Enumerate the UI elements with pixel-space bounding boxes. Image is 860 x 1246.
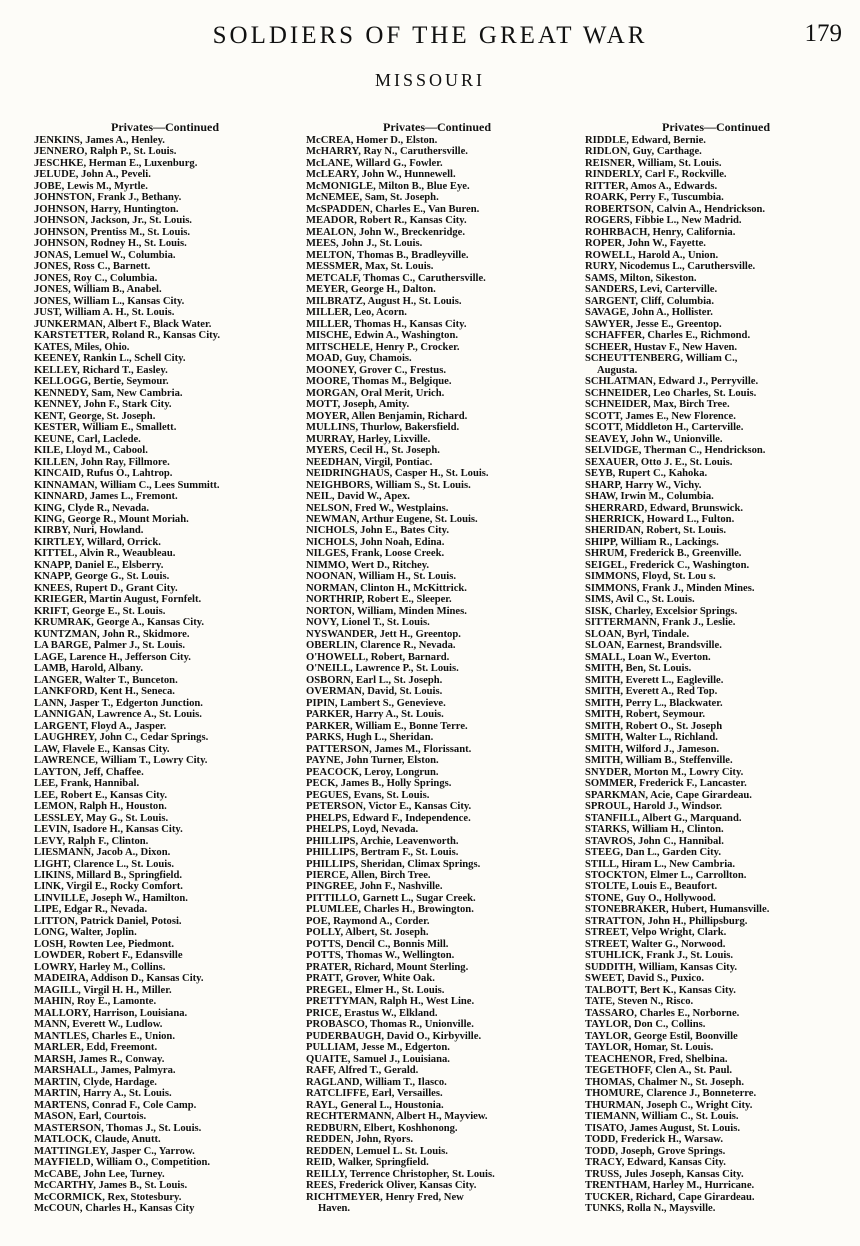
soldier-entry: MILBRATZ, August H., St. Louis. — [306, 295, 462, 307]
soldier-entry: KATES, Miles, Ohio. — [34, 341, 130, 353]
soldier-entry: LAGE, Larence H., Jefferson City. — [34, 651, 191, 663]
soldier-entry: PRATT, Grover, White Oak. — [306, 973, 435, 985]
soldier-entry: STAVROS, John C., Hannibal. — [585, 835, 724, 847]
soldier-entry: SUDDITH, William, Kansas City. — [585, 961, 738, 973]
soldier-entry: MAYFIELD, William O., Competition. — [34, 1157, 211, 1169]
soldier-entry: SAWYER, Jesse E., Greentop. — [585, 318, 722, 330]
soldier-entry: PETERSON, Victor E., Kansas City. — [306, 801, 472, 813]
soldier-entry: JENNERO, Ralph P., St. Louis. — [34, 146, 177, 158]
soldier-entry: NEEDHAN, Virgil, Pontiac. — [306, 456, 433, 468]
soldier-entry: SMITH, Robert, Seymour. — [585, 709, 705, 721]
soldier-entry: OBERLIN, Clarence R., Nevada. — [306, 640, 456, 652]
soldier-entry: MURRAY, Harley, Lixville. — [306, 433, 431, 445]
soldier-entry: SHARP, Harry W., Vichy. — [585, 479, 702, 491]
soldier-entry: RINDERLY, Carl F., Rockville. — [585, 169, 727, 181]
soldier-entry: STUHLICK, Frank J., St. Louis. — [585, 950, 734, 962]
soldier-entry: PHELPS, Loyd, Nevada. — [306, 824, 419, 836]
soldier-entry: REDDEN, Lemuel L. St. Louis. — [306, 1145, 448, 1157]
soldier-entry: SCHEUTTENBERG, William C., — [585, 353, 738, 365]
soldier-entry: TAYLOR, Don C., Collins. — [585, 1019, 706, 1031]
soldier-entry: TUNKS, Rolla N., Maysville. — [585, 1203, 716, 1215]
soldier-entry: RITTER, Amos A., Edwards. — [585, 180, 718, 192]
soldier-entry: NIMMO, Wert D., Ritchey. — [306, 559, 430, 571]
soldier-entry: LITTON, Patrick Daniel, Potosi. — [34, 915, 182, 927]
soldier-entry: SCHEER, Hustav F., New Haven. — [585, 341, 738, 353]
soldier-entry: KILE, Lloyd M., Cabool. — [34, 445, 148, 457]
soldier-entry: JESCHKE, Herman E., Luxenburg. — [34, 157, 198, 169]
soldier-entry: MOORE, Thomas M., Belgique. — [306, 376, 452, 388]
soldier-entry: JUST, William A. H., St. Louis. — [34, 307, 175, 319]
soldier-entry: RAYL, General L., Houstonia. — [306, 1099, 444, 1111]
soldier-entry: SHERRARD, Edward, Brunswick. — [585, 502, 744, 514]
soldier-entry: REISNER, William, St. Louis. — [585, 157, 722, 169]
soldier-entry: STOCKTON, Elmer L., Carrollton. — [585, 870, 747, 881]
soldier-entry: THURMAN, Joseph C., Wright City. — [585, 1099, 753, 1111]
soldier-entry: JONES, Roy C., Columbia. — [34, 272, 158, 284]
soldier-entry: SMITH, Wilford J., Jameson. — [585, 743, 720, 755]
soldier-entry: MILLER, Leo, Acorn. — [306, 307, 407, 319]
soldier-entry: NORTON, William, Minden Mines. — [306, 605, 467, 617]
soldier-entry: MELTON, Thomas B., Bradleyville. — [306, 249, 469, 261]
soldier-entry: MANTLES, Charles E., Union. — [34, 1030, 175, 1042]
soldier-entry: PHILLIPS, Sheridan, Climax Springs. — [306, 858, 481, 870]
soldier-entry: PREGEL, Elmer H., St. Louis. — [306, 984, 445, 996]
soldier-entry: SEIGEL, Frederick C., Washington. — [585, 559, 750, 571]
soldier-entry: MITSCHELE, Henry P., Crocker. — [306, 341, 460, 353]
soldier-entry: THOMAS, Chalmer N., St. Joseph. — [585, 1076, 745, 1088]
soldier-entry: RIDLON, Guy, Carthage. — [585, 146, 702, 158]
soldier-entry: SMITH, Robert O., St. Joseph — [585, 720, 723, 732]
soldier-entry: LAW, Flavele E., Kansas City. — [34, 743, 170, 755]
soldier-entry: LIGHT, Clarence L., St. Louis. — [34, 858, 174, 870]
roster-column-2 — [306, 120, 568, 1215]
soldier-entry: MATTINGLEY, Jasper C., Yarrow. — [34, 1145, 195, 1157]
soldier-entry: MOONEY, Grover C., Frestus. — [306, 364, 446, 376]
soldier-entry: SEYB, Rupert C., Kahoka. — [585, 468, 708, 480]
soldier-entry: O'HOWELL, Robert, Barnard. — [306, 651, 450, 663]
soldier-entry: NILGES, Frank, Loose Creek. — [306, 548, 445, 560]
soldier-entry: STANFILL, Albert G., Marquand. — [585, 812, 742, 824]
soldier-entry: KRIFT, George E., St. Louis. — [34, 605, 166, 617]
soldier-entry: PAYNE, John Turner, Elston. — [306, 755, 439, 767]
soldier-entry: MYERS, Cecil H., St. Joseph. — [306, 445, 440, 457]
soldier-entry: LIPE, Edgar R., Nevada. — [34, 904, 148, 916]
soldier-entry: NOVY, Lionel T., St. Louis. — [306, 617, 430, 629]
soldier-entry: SIMMONS, Floyd, St. Lou s. — [585, 571, 716, 583]
soldier-entry: SCHNEIDER, Leo Charles, St. Louis. — [585, 387, 757, 399]
soldier-entry: LANKFORD, Kent H., Seneca. — [34, 686, 175, 698]
soldier-entry: JOHNSON, Rodney H., St. Louis. — [34, 238, 187, 250]
column-heading: Privates—Continued — [111, 120, 219, 134]
soldier-entry: KENNEDY, Sam, New Cambria. — [34, 387, 183, 399]
soldier-entry: JONES, William B., Anabel. — [34, 284, 162, 296]
soldier-entry: KIRBY, Nuri, Howland. — [34, 525, 144, 537]
soldier-entry: PARKER, William E., Bonne Terre. — [306, 720, 468, 732]
soldier-entry: PEGUES, Evans, St. Louis. — [306, 789, 430, 801]
soldier-entry: POTTS, Thomas W., Wellington. — [306, 950, 455, 962]
soldier-entry: SITTERMANN, Frank J., Leslie. — [585, 617, 736, 629]
soldier-entry: SARGENT, Cliff, Columbia. — [585, 295, 715, 307]
page-number: 179 — [804, 20, 842, 47]
soldier-entry: PROBASCO, Thomas R., Unionville. — [306, 1019, 474, 1031]
soldier-list — [34, 135, 296, 1215]
soldier-entry: REES, Frederick Oliver, Kansas City. — [306, 1180, 477, 1192]
soldier-entry: McLEARY, John W., Hunnewell. — [306, 169, 456, 181]
soldier-entry: STREET, Walter G., Norwood. — [585, 938, 726, 950]
soldier-entry: McSPADDEN, Charles E., Van Buren. — [306, 203, 480, 215]
soldier-entry: SHRUM, Frederick B., Greenville. — [585, 548, 742, 560]
soldier-entry: JOBE, Lewis M., Myrtle. — [34, 180, 148, 192]
soldier-entry: MEADOR, Robert R., Kansas City. — [306, 215, 467, 227]
soldier-entry: KEUNE, Carl, Laclede. — [34, 433, 141, 445]
soldier-entry: MESSMER, Max, St. Louis. — [306, 261, 434, 273]
soldier-entry: ROGERS, Fibbie L., New Madrid. — [585, 215, 742, 227]
soldier-entry: LANGER, Walter T., Bunceton. — [34, 674, 178, 686]
soldier-entry: STEEG, Dan L., Garden City. — [585, 847, 721, 859]
soldier-entry: RAFF, Alfred T., Gerald. — [306, 1065, 419, 1077]
soldier-entry: KUNTZMAN, John R., Skidmore. — [34, 628, 190, 640]
soldier-entry: NORTHRIP, Robert E., Sleeper. — [306, 594, 452, 606]
soldier-entry: TEGETHOFF, Clen A., St. Paul. — [585, 1065, 733, 1077]
soldier-entry: MEES, John J., St. Louis. — [306, 238, 423, 250]
soldier-entry: KITTEL, Alvin R., Weaubleau. — [34, 548, 176, 560]
soldier-entry: SPARKMAN, Acie, Cape Girardeau. — [585, 789, 752, 801]
soldier-entry: PRETTYMAN, Ralph H., West Line. — [306, 996, 475, 1008]
soldier-entry: PIERCE, Allen, Birch Tree. — [306, 870, 431, 881]
soldier-entry: SLOAN, Byrl, Tindale. — [585, 628, 690, 640]
soldier-entry: STRATTON, John H., Phillipsburg. — [585, 915, 748, 927]
soldier-entry: MANN, Everett W., Ludlow. — [34, 1019, 163, 1031]
soldier-entry: O'NEILL, Lawrence P., St. Louis. — [306, 663, 459, 675]
soldier-entry: SMITH, William B., Steffenville. — [585, 755, 733, 767]
soldier-entry: PULLIAM, Jesse M., Edgerton. — [306, 1042, 450, 1054]
soldier-entry: REDDEN, John, Ryors. — [306, 1134, 414, 1146]
soldier-entry: KILLEN, John Ray, Fillmore. — [34, 456, 170, 468]
soldier-entry: MAHIN, Roy E., Lamonte. — [34, 996, 157, 1008]
soldier-entry: LEVY, Ralph F., Clinton. — [34, 835, 149, 847]
soldier-entry: SPROUL, Harold J., Windsor. — [585, 801, 723, 813]
page-header — [0, 18, 860, 58]
soldier-entry: KIRTLEY, Willard, Orrick. — [34, 536, 161, 548]
soldier-entry: KINNAMAN, William C., Lees Summitt. — [34, 479, 220, 491]
soldier-entry: LIKINS, Millard B., Springfield. — [34, 870, 183, 881]
soldier-entry: LIESMANN, Jacob A., Dixon. — [34, 847, 171, 859]
soldier-entry: SHAW, Irwin M., Columbia. — [585, 491, 714, 503]
soldier-entry: STOLTE, Louis E., Beaufort. — [585, 881, 718, 893]
soldier-entry: SOMMER, Frederick F., Lancaster. — [585, 778, 747, 790]
soldier-entry: SMITH, Perry L., Blackwater. — [585, 697, 723, 709]
soldier-entry: MADEIRA, Addison D., Kansas City. — [34, 973, 204, 985]
soldier-entry: POE, Raymond A., Corder. — [306, 915, 430, 927]
soldier-entry: TEACHENOR, Fred, Shelbina. — [585, 1053, 728, 1065]
soldier-entry: SWEET, David S., Puxico. — [585, 973, 705, 985]
soldier-entry: RICHTMEYER, Henry Fred, New — [306, 1191, 464, 1203]
soldier-entry: MOYER, Allen Benjamin, Richard. — [306, 410, 468, 422]
soldier-entry: LINK, Virgil E., Rocky Comfort. — [34, 881, 183, 893]
soldier-entry: McCABE, John Lee, Turney. — [34, 1168, 165, 1180]
soldier-entry: KARSTETTER, Roland R., Kansas City. — [34, 330, 221, 342]
soldier-entry: PHILLIPS, Bertram F., St. Louis. — [306, 847, 459, 859]
soldier-entry: PARKS, Hugh L., Sheridan. — [306, 732, 434, 744]
soldier-entry: KELLEY, Richard T., Easley. — [34, 364, 168, 376]
soldier-entry: SMALL, Loan W., Everton. — [585, 651, 711, 663]
soldier-entry: SCOTT, James E., New Florence. — [585, 410, 736, 422]
soldier-entry: MASTERSON, Thomas J., St. Louis. — [34, 1122, 202, 1134]
soldier-entry: ROHRBACH, Henry, California. — [585, 226, 736, 238]
soldier-entry: ROWELL, Harold A., Union. — [585, 249, 719, 261]
roster-column-1 — [34, 120, 296, 1215]
soldier-entry: KRIEGER, Martin August, Fornfelt. — [34, 594, 202, 606]
soldier-entry: LAWRENCE, William T., Lowry City. — [34, 755, 208, 767]
soldier-entry: SAMS, Milton, Sikeston. — [585, 272, 697, 284]
soldier-entry: SISK, Charley, Excelsior Springs. — [585, 605, 738, 617]
soldier-entry: REID, Walker, Springfield. — [306, 1157, 429, 1169]
soldier-entry: RAGLAND, William T., Ilasco. — [306, 1076, 447, 1088]
soldier-entry: MOTT, Joseph, Amity. — [306, 399, 410, 411]
soldier-entry: OSBORN, Earl L., St. Joseph. — [306, 674, 443, 686]
soldier-entry: STONE, Guy O., Hollywood. — [585, 892, 716, 904]
soldier-entry: JONAS, Lemuel W., Columbia. — [34, 249, 176, 261]
soldier-entry: MARSH, James R., Conway. — [34, 1053, 165, 1065]
soldier-entry: JOHNSTON, Frank J., Bethany. — [34, 192, 182, 204]
soldier-entry: KESTER, William E., Smallett. — [34, 422, 177, 434]
soldier-entry: TRUSS, Jules Joseph, Kansas City. — [585, 1168, 744, 1180]
soldier-entry: MAGILL, Virgil H. H., Miller. — [34, 984, 172, 996]
soldier-entry: NORMAN, Clinton H., McKittrick. — [306, 582, 467, 594]
soldier-entry: KINCAID, Rufus O., Lahtrop. — [34, 468, 173, 480]
soldier-entry: NELSON, Fred W., Westplains. — [306, 502, 449, 514]
soldier-entry: LOSH, Rowten Lee, Piedmont. — [34, 938, 175, 950]
soldier-entry: STREET, Velpo Wright, Clark. — [585, 927, 727, 939]
soldier-entry: MULLINS, Thurlow, Bakersfield. — [306, 422, 460, 434]
soldier-entry: SMITH, Everett L., Eagleville. — [585, 674, 724, 686]
soldier-entry: LAUGHREY, John C., Cedar Springs. — [34, 732, 209, 744]
soldier-entry: KING, Clyde R., Nevada. — [34, 502, 150, 514]
soldier-entry: SIMMONS, Frank J., Minden Mines. — [585, 582, 755, 594]
soldier-entry: SLOAN, Earnest, Brandsville. — [585, 640, 722, 652]
soldier-entry: KINNARD, James L., Fremont. — [34, 491, 178, 503]
soldier-entry: PITTILLO, Garnett L., Sugar Creek. — [306, 892, 476, 904]
soldier-entry: LEE, Frank, Hannibal. — [34, 778, 140, 790]
soldier-entry: McNEMEE, Sam, St. Joseph. — [306, 192, 439, 204]
soldier-entry: LAYTON, Jeff, Chaffee. — [34, 766, 144, 778]
soldier-entry: McCARTHY, James B., St. Louis. — [34, 1180, 188, 1192]
soldier-entry: SMITH, Everett A., Red Top. — [585, 686, 718, 698]
roster-column-3 — [585, 120, 847, 1215]
soldier-entry: SCHLATMAN, Edward J., Perryville. — [585, 376, 759, 388]
soldier-entry: REDBURN, Elbert, Koshhonong. — [306, 1122, 458, 1134]
soldier-entry: KNEES, Rupert D., Grant City. — [34, 582, 178, 594]
soldier-entry: KELLOGG, Bertie, Seymour. — [34, 376, 169, 388]
soldier-entry: KNAPP, Daniel E., Elsberry. — [34, 559, 164, 571]
soldier-entry: THOMURE, Clarence J., Bonneterre. — [585, 1088, 757, 1100]
soldier-entry: KING, George R., Mount Moriah. — [34, 513, 189, 525]
soldier-entry: MEYER, George H., Dalton. — [306, 284, 436, 296]
soldier-entry: SMITH, Ben, St. Louis. — [585, 663, 692, 675]
soldier-entry: KENT, George, St. Joseph. — [34, 410, 156, 422]
soldier-entry: TAYLOR, Homar, St. Louis. — [585, 1042, 714, 1054]
soldier-entry: NEIDRINGHAUS, Casper H., St. Louis. — [306, 468, 489, 480]
soldier-entry: PRICE, Erastus W., Elkland. — [306, 1007, 438, 1019]
soldier-entry: METCALF, Thomas C., Caruthersville. — [306, 272, 486, 284]
soldier-entry: MARTIN, Clyde, Hardage. — [34, 1076, 157, 1088]
soldier-entry: PECK, James B., Holly Springs. — [306, 778, 452, 790]
soldier-entry: ROPER, John W., Fayette. — [585, 238, 706, 250]
soldier-entry: LA BARGE, Palmer J., St. Louis. — [34, 640, 186, 652]
soldier-entry: MARSHALL, James, Palmyra. — [34, 1065, 176, 1077]
soldier-entry: McHARRY, Ray N., Caruthersville. — [306, 146, 468, 158]
soldier-entry: NOONAN, William H., St. Louis. — [306, 571, 457, 583]
soldier-entry: MORGAN, Oral Merit, Urich. — [306, 387, 445, 399]
soldier-entry: JOHNSON, Harry, Huntington. — [34, 203, 179, 215]
soldier-entry: LARGENT, Floyd A., Jasper. — [34, 720, 167, 732]
column-heading: Privates—Continued — [662, 120, 770, 134]
soldier-entry: QUAITE, Samuel J., Louisiana. — [306, 1053, 450, 1065]
soldier-entry: TASSARO, Charles E., Norborne. — [585, 1007, 740, 1019]
soldier-entry: TODD, Joseph, Grove Springs. — [585, 1145, 726, 1157]
soldier-entry: TRENTHAM, Harley M., Hurricane. — [585, 1180, 755, 1192]
soldier-entry: REILLY, Terrence Christopher, St. Louis. — [306, 1168, 495, 1180]
soldier-entry: ROBERTSON, Calvin A., Hendrickson. — [585, 203, 766, 215]
soldier-entry: TUCKER, Richard, Cape Girardeau. — [585, 1191, 755, 1203]
soldier-entry: TRACY, Edward, Kansas City. — [585, 1157, 726, 1169]
soldier-entry: KNAPP, George G., St. Louis. — [34, 571, 170, 583]
soldier-entry: McCREA, Homer D., Elston. — [306, 135, 438, 146]
soldier-entry: PHILLIPS, Archie, Leavenworth. — [306, 835, 459, 847]
soldier-entry: MILLER, Thomas H., Kansas City. — [306, 318, 467, 330]
soldier-entry: PRATER, Richard, Mount Sterling. — [306, 961, 469, 973]
soldier-entry: MALLORY, Harrison, Louisiana. — [34, 1007, 188, 1019]
soldier-entry: McMONIGLE, Milton B., Blue Eye. — [306, 180, 470, 192]
soldier-entry: SELVIDGE, Therman C., Hendrickson. — [585, 445, 766, 457]
soldier-entry: NEWMAN, Arthur Eugene, St. Louis. — [306, 513, 478, 525]
soldier-entry: SEAVEY, John W., Unionville. — [585, 433, 723, 445]
soldier-entry: McCOUN, Charles H., Kansas City — [34, 1203, 195, 1215]
soldier-entry: PATTERSON, James M., Florissant. — [306, 743, 472, 755]
roster-columns — [34, 120, 844, 1240]
soldier-entry: ROARK, Perry F., Tuscumbia. — [585, 192, 724, 204]
book-title: SOLDIERS OF THE GREAT WAR — [212, 22, 648, 49]
state-heading: MISSOURI — [374, 70, 486, 90]
soldier-entry: JOHNSON, Jackson, Jr., St. Louis. — [34, 215, 192, 227]
soldier-entry: LEMON, Ralph H., Houston. — [34, 801, 167, 813]
soldier-entry: LAMB, Harold, Albany. — [34, 663, 144, 675]
soldier-entry: KRUMRAK, George A., Kansas City. — [34, 617, 205, 629]
soldier-entry: Augusta. — [597, 364, 638, 376]
soldier-entry: PIPIN, Lambert S., Genevieve. — [306, 697, 446, 709]
soldier-entry: LEVIN, Isadore H., Kansas City. — [34, 824, 183, 836]
soldier-entry: MARTENS, Conrad F., Cole Camp. — [34, 1099, 197, 1111]
soldier-entry: McLANE, Willard G., Fowler. — [306, 157, 443, 169]
soldier-entry: KENNEY, John F., Stark City. — [34, 399, 172, 411]
soldier-entry: TALBOTT, Bert K., Kansas City. — [585, 984, 736, 996]
soldier-entry: JUNKERMAN, Albert F., Black Water. — [34, 318, 212, 330]
soldier-entry: JOHNSON, Prentiss M., St. Louis. — [34, 226, 191, 238]
soldier-entry: RECHTERMANN, Albert H., Mayview. — [306, 1111, 488, 1123]
soldier-entry: SHERIDAN, Robert, St. Louis. — [585, 525, 726, 537]
soldier-entry: LANN, Jasper T., Edgerton Junction. — [34, 697, 203, 709]
soldier-entry: SAVAGE, John A., Hollister. — [585, 307, 713, 319]
soldier-entry: SCOTT, Middleton H., Carterville. — [585, 422, 744, 434]
soldier-entry: NICHOLS, John E., Bates City. — [306, 525, 450, 537]
soldier-entry: LONG, Walter, Joplin. — [34, 927, 137, 939]
soldier-entry: SHERRICK, Howard L., Fulton. — [585, 513, 735, 525]
soldier-entry: SANDERS, Levi, Carterville. — [585, 284, 718, 296]
soldier-entry: NEIL, David W., Apex. — [306, 491, 410, 503]
column-heading: Privates—Continued — [383, 120, 491, 134]
soldier-list — [585, 135, 847, 1215]
soldier-entry: TIEMANN, William C., St. Louis. — [585, 1111, 739, 1123]
soldier-entry: MOAD, Guy, Chamois. — [306, 353, 412, 365]
soldier-entry: McCORMICK, Rex, Stotesbury. — [34, 1191, 182, 1203]
soldier-entry: NEIGHBORS, William S., St. Louis. — [306, 479, 471, 491]
soldier-entry: SIMS, Avil C., St. Louis. — [585, 594, 695, 606]
soldier-entry: MARTIN, Harry A., St. Louis. — [34, 1088, 172, 1100]
soldier-entry: SEXAUER, Otto J. E., St. Louis. — [585, 456, 733, 468]
soldier-entry: STONEBRAKER, Hubert, Humansville. — [585, 904, 770, 916]
soldier-entry: JENKINS, James A., Henley. — [34, 135, 165, 146]
soldier-entry: LESSLEY, May G., St. Louis. — [34, 812, 169, 824]
soldier-entry: MISCHE, Edwin A., Washington. — [306, 330, 458, 342]
soldier-entry: JONES, Ross C., Barnett. — [34, 261, 151, 273]
soldier-entry: RATCLIFFE, Earl, Versailles. — [306, 1088, 443, 1100]
soldier-entry: MEALON, John W., Breckenridge. — [306, 226, 466, 238]
soldier-entry: POTTS, Dencil C., Bonnis Mill. — [306, 938, 449, 950]
soldier-entry: MARLER, Edd, Freemont. — [34, 1042, 158, 1054]
soldier-entry: JONES, William L., Kansas City. — [34, 295, 185, 307]
soldier-entry: RIDDLE, Edward, Bernie. — [585, 135, 706, 146]
soldier-entry: LEE, Robert E., Kansas City. — [34, 789, 168, 801]
soldier-entry: PINGREE, John F., Nashville. — [306, 881, 443, 893]
soldier-entry: TISATO, James August, St. Louis. — [585, 1122, 741, 1134]
soldier-entry: PEACOCK, Leroy, Longrun. — [306, 766, 439, 778]
soldier-entry: SCHAFFER, Charles E., Richmond. — [585, 330, 751, 342]
soldier-entry: SCHNEIDER, Max, Birch Tree. — [585, 399, 730, 411]
soldier-entry: PLUMLEE, Charles H., Browington. — [306, 904, 474, 916]
soldier-entry: SNYDER, Morton M., Lowry City. — [585, 766, 744, 778]
soldier-entry: STARKS, William H., Clinton. — [585, 824, 724, 836]
soldier-entry: KEENEY, Rankin L., Schell City. — [34, 353, 186, 365]
soldier-entry: NYSWANDER, Jett H., Greentop. — [306, 628, 461, 640]
soldier-entry: SMITH, Walter L., Richland. — [585, 732, 718, 744]
soldier-entry: RURY, Nicodemus L., Caruthersville. — [585, 261, 756, 273]
soldier-entry: LANNIGAN, Lawrence A., St. Louis. — [34, 709, 202, 721]
soldier-entry: Haven. — [318, 1203, 351, 1215]
soldier-entry: LINVILLE, Joseph W., Hamilton. — [34, 892, 188, 904]
soldier-entry: NICHOLS, John Noah, Edina. — [306, 536, 445, 548]
soldier-entry: PHELPS, Edward F., Independence. — [306, 812, 471, 824]
soldier-entry: LOWDER, Robert F., Edansville — [34, 950, 183, 962]
soldier-entry: TAYLOR, George Estil, Boonville — [585, 1030, 738, 1042]
soldier-entry: MATLOCK, Claude, Anutt. — [34, 1134, 161, 1146]
soldier-entry: PARKER, Harry A., St. Louis. — [306, 709, 444, 721]
soldier-entry: SHIPP, William R., Lackings. — [585, 536, 719, 548]
soldier-entry: OVERMAN, David, St. Louis. — [306, 686, 443, 698]
soldier-entry: MASON, Earl, Courtois. — [34, 1111, 147, 1123]
soldier-entry: PUDERBAUGH, David O., Kirbyville. — [306, 1030, 482, 1042]
soldier-list — [306, 135, 568, 1215]
soldier-entry: LOWRY, Harley M., Collins. — [34, 961, 166, 973]
soldier-entry: POLLY, Albert, St. Joseph. — [306, 927, 429, 939]
soldier-entry: STILL, Hiram L., New Cambria. — [585, 858, 736, 870]
soldier-entry: TODD, Frederick H., Warsaw. — [585, 1134, 724, 1146]
soldier-entry: JELUDE, John A., Peveli. — [34, 169, 151, 181]
soldier-entry: TATE, Steven N., Risco. — [585, 996, 694, 1008]
